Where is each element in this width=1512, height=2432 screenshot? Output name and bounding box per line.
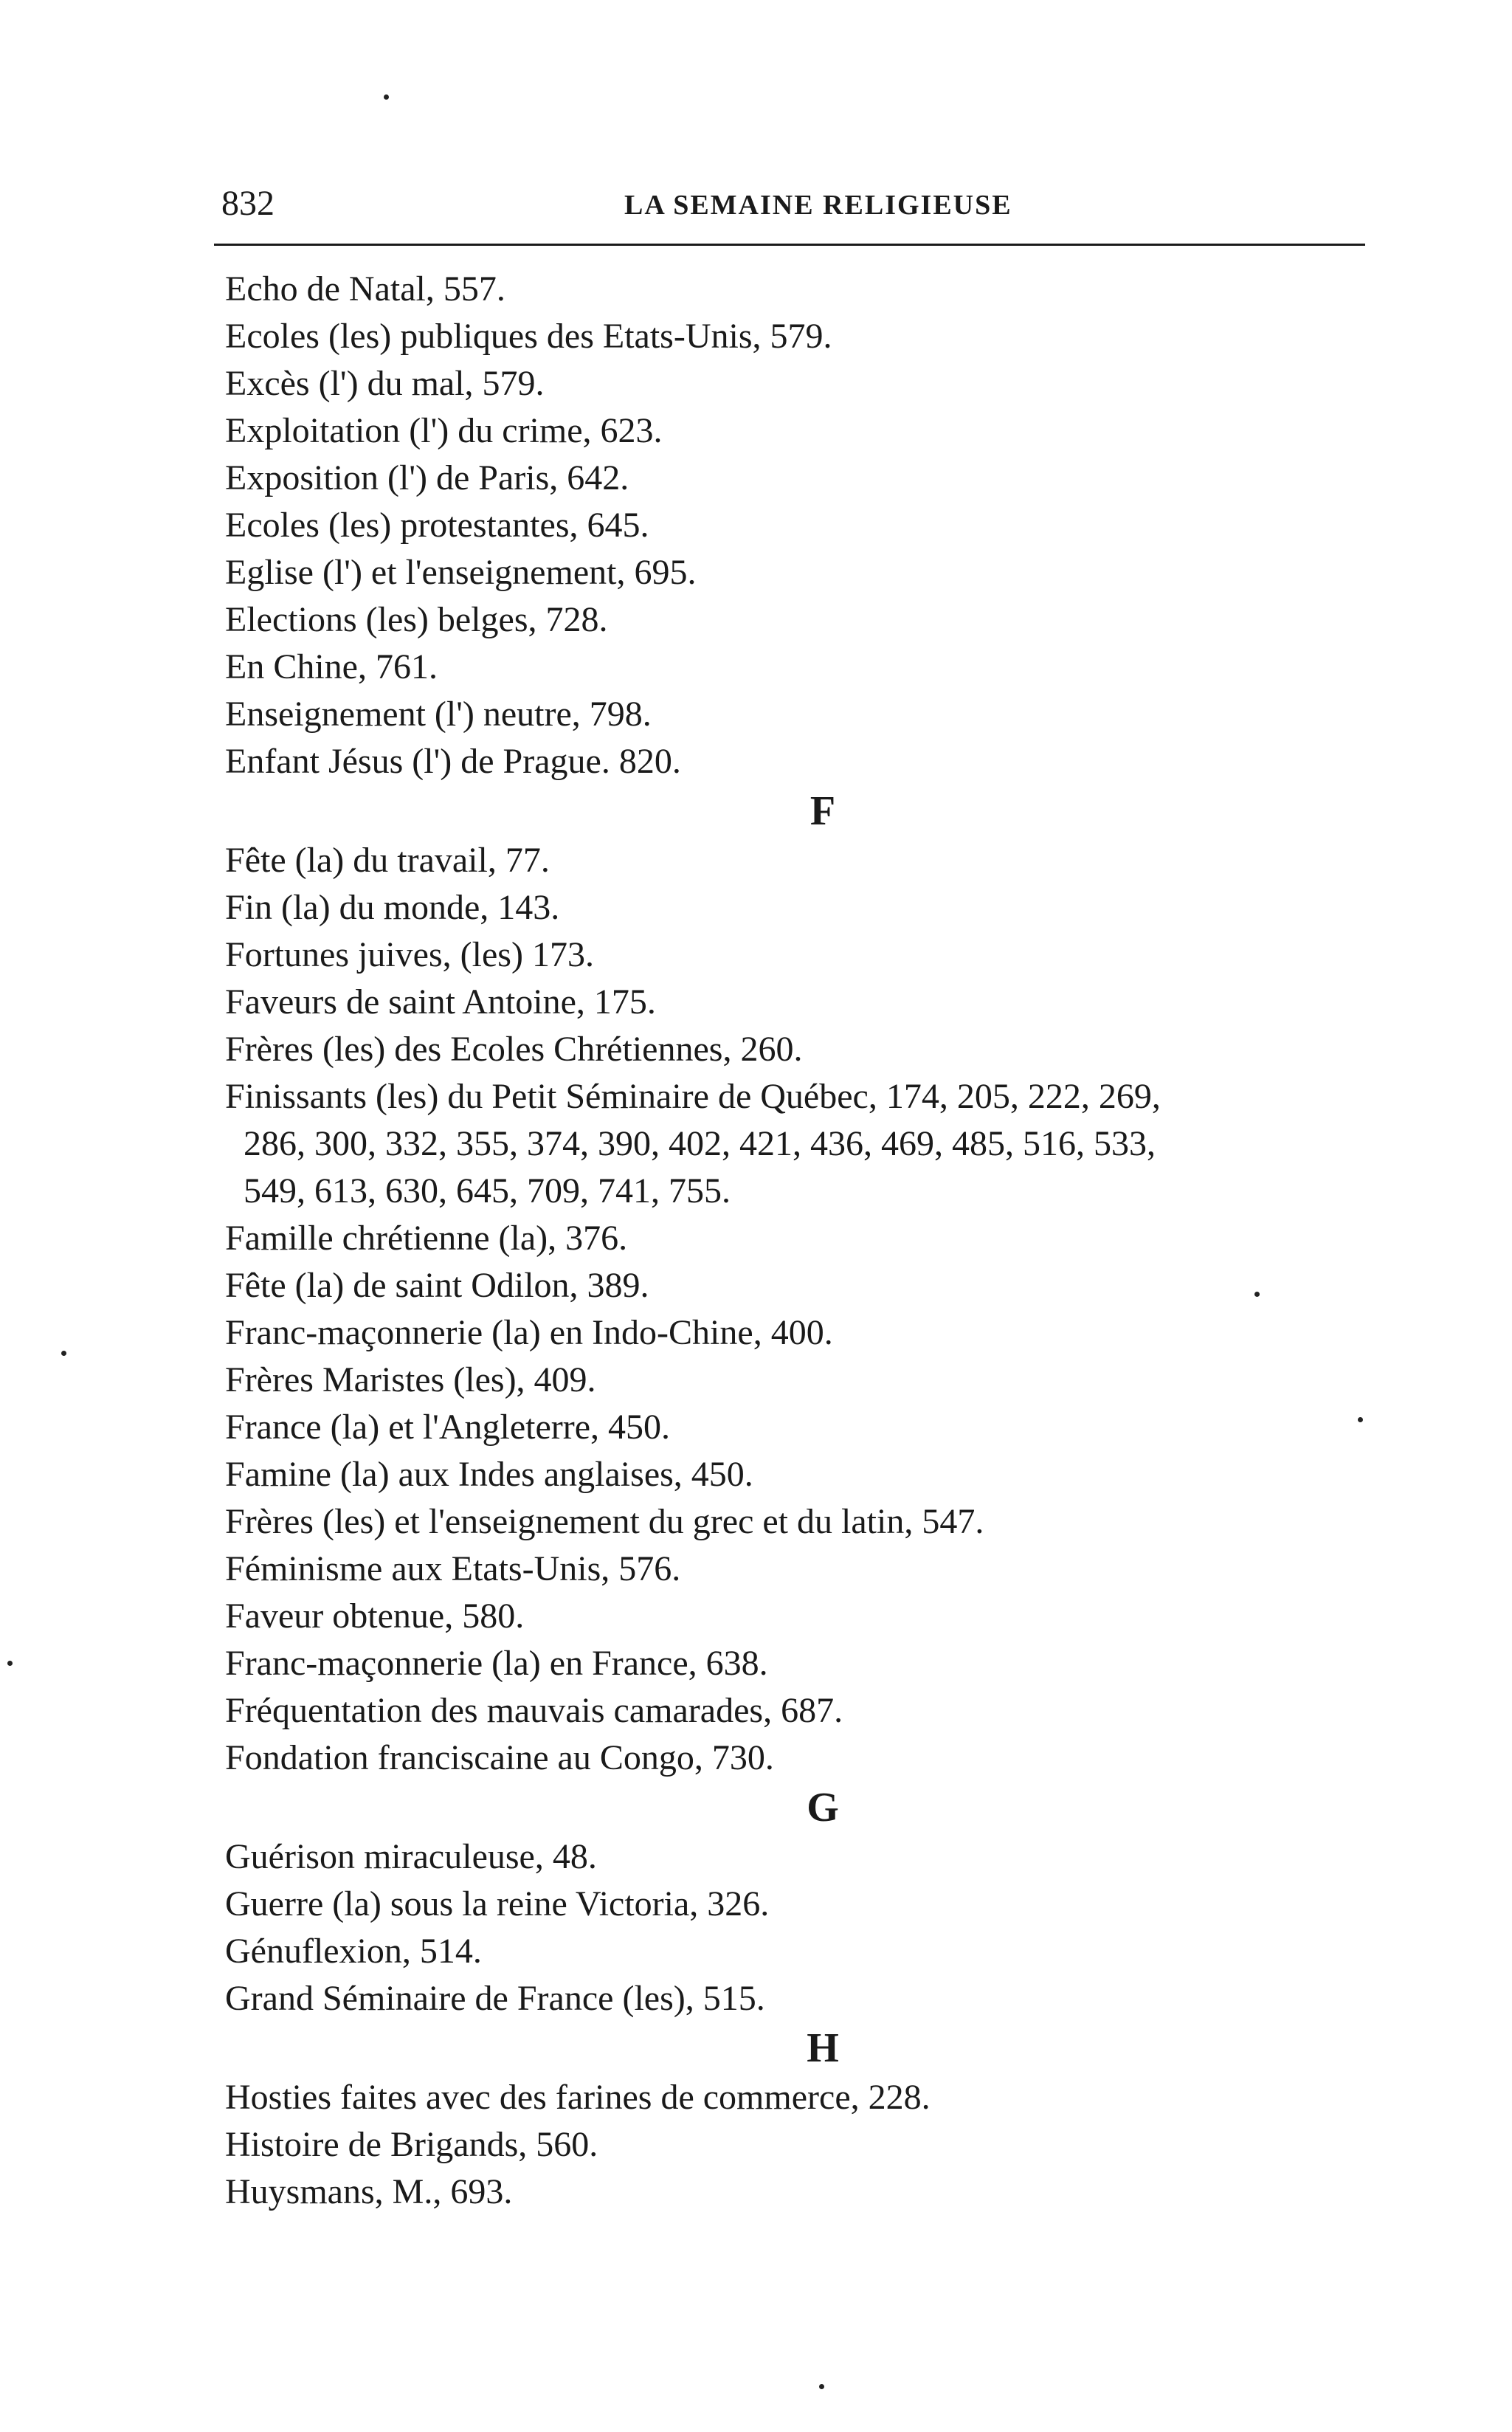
running-title: LA SEMAINE RELIGIEUSE: [624, 190, 1012, 221]
index-entry: Histoire de Brigands, 560.: [225, 2125, 598, 2164]
index-entry: Fortunes juives, (les) 173.: [225, 935, 594, 974]
index-entry: En Chine, 761.: [225, 647, 438, 686]
page-header: [221, 183, 1361, 227]
section-letter-g: G: [807, 1785, 839, 1830]
index-entry: Frères (les) des Ecoles Chrétiennes, 260.: [225, 1030, 803, 1069]
index-entry: Eglise (l') et l'enseignement, 695.: [225, 553, 697, 592]
header-rule: [214, 244, 1365, 246]
index-entry: Fête (la) du travail, 77.: [225, 841, 550, 880]
index-entry: Frères Maristes (les), 409.: [225, 1360, 596, 1399]
scan-speck: [1254, 1292, 1260, 1297]
section-letter-h: H: [807, 2025, 839, 2071]
index-entry: Hosties faites avec des farines de commerce, 228.: [225, 2078, 931, 2117]
index-entry: Excès (l') du mal, 579.: [225, 364, 545, 403]
scan-speck: [61, 1351, 66, 1356]
index-entry-continuation: 549, 613, 630, 645, 709, 741, 755.: [244, 1171, 731, 1210]
index-entry-continuation: 286, 300, 332, 355, 374, 390, 402, 421, 436, 469, 485, 516, 533,: [244, 1124, 1156, 1163]
index-entry: Franc-maçonnerie (la) en Indo-Chine, 400.: [225, 1313, 833, 1352]
index-entry: Fête (la) de saint Odilon, 389.: [225, 1266, 649, 1305]
index-entry: Ecoles (les) publiques des Etats-Unis, 579.: [225, 317, 832, 356]
index-entry: Faveurs de saint Antoine, 175.: [225, 982, 656, 1022]
page-number: 832: [221, 184, 275, 223]
index-entry: Faveur obtenue, 580.: [225, 1596, 525, 1636]
index-entry: Famille chrétienne (la), 376.: [225, 1219, 628, 1258]
scan-speck: [384, 94, 389, 100]
index-entry: Guérison miraculeuse, 48.: [225, 1837, 597, 1876]
index-entry: Ecoles (les) protestantes, 645.: [225, 506, 649, 545]
scan-speck: [7, 1661, 13, 1666]
index-entry: Fin (la) du monde, 143.: [225, 888, 560, 927]
index-entry: Huysmans, M., 693.: [225, 2172, 513, 2211]
index-entry: Frères (les) et l'enseignement du grec et du latin, 547.: [225, 1502, 984, 1541]
index-entry: Exploitation (l') du crime, 623.: [225, 411, 663, 450]
index-entry: Finissants (les) du Petit Séminaire de Québec, 174, 205, 222, 269,: [225, 1077, 1161, 1116]
index-entry: Famine (la) aux Indes anglaises, 450.: [225, 1455, 753, 1494]
index-entry: France (la) et l'Angleterre, 450.: [225, 1408, 671, 1447]
index-entry: Grand Séminaire de France (les), 515.: [225, 1979, 765, 2018]
index-entry: Enseignement (l') neutre, 798.: [225, 695, 652, 734]
index-entry: Exposition (l') de Paris, 642.: [225, 458, 629, 497]
index-entry: Franc-maçonnerie (la) en France, 638.: [225, 1644, 768, 1683]
index-entry: Génuflexion, 514.: [225, 1932, 482, 1971]
scan-speck: [819, 2384, 824, 2389]
index-entries: [225, 266, 1376, 2216]
index-entry: Fréquentation des mauvais camarades, 687.: [225, 1691, 843, 1730]
index-entry: Guerre (la) sous la reine Victoria, 326.: [225, 1884, 770, 1923]
index-entry: Echo de Natal, 557.: [225, 269, 505, 309]
scan-speck: [1358, 1417, 1363, 1422]
index-entry: Fondation franciscaine au Congo, 730.: [225, 1738, 774, 1777]
section-letter-f: F: [809, 788, 836, 834]
index-entry: Enfant Jésus (l') de Prague. 820.: [225, 742, 681, 781]
index-entry: Elections (les) belges, 728.: [225, 600, 608, 639]
index-entry: Féminisme aux Etats-Unis, 576.: [225, 1549, 681, 1588]
